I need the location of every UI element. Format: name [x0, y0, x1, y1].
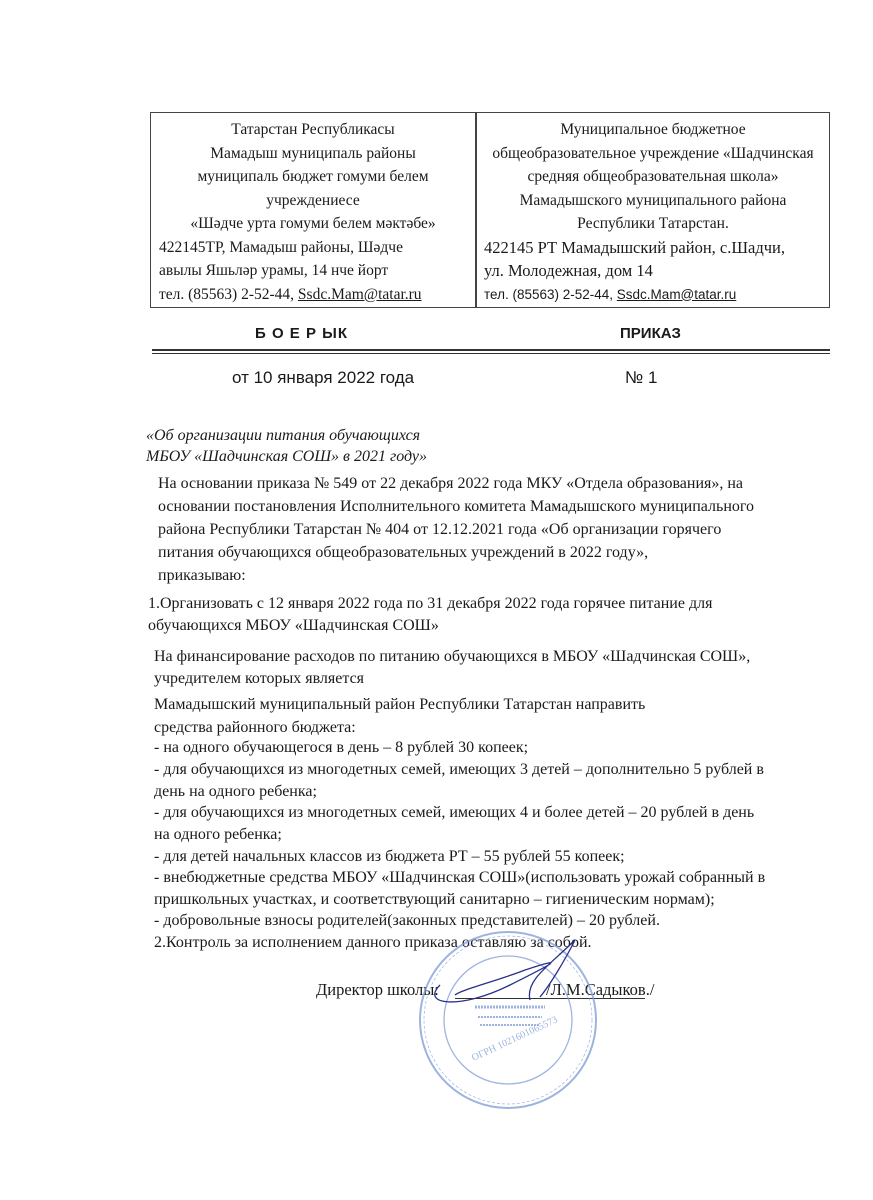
order-title: МБОУ «Шадчинская СОШ» в 2021 году» — [146, 448, 428, 465]
financing-line: - для обучающихся из многодетных семей, имеющих 4 и более детей – 20 рублей в день — [154, 804, 755, 821]
financing-line: - на одного обучающегося в день – 8 рублей 30 копеек; — [154, 739, 529, 756]
stamp-and-signature — [400, 925, 630, 1115]
ru-line: средняя общеобразовательная школа» — [527, 168, 779, 185]
order-number: № 1 — [625, 368, 658, 387]
ru-line: Муниципальное бюджетное — [560, 121, 746, 138]
signature-name: /Л.М.Садыков./ — [546, 980, 655, 999]
financing-line: - для обучающихся из многодетных семей, имеющих 3 детей – дополнительно 5 рублей в — [154, 761, 764, 778]
financing-line: - для детей начальных классов из бюджета РТ – 55 рублей 55 копеек; — [154, 848, 625, 865]
ru-line: Республики Татарстан. — [577, 215, 729, 232]
ru-address: ул. Молодежная, дом 14 — [484, 261, 653, 280]
ru-email-link[interactable]: Ssdc.Mam@tatar.ru — [616, 286, 737, 302]
letterhead-russian — [480, 118, 826, 306]
doc-type-tatar: Б О Е Р ЫК — [255, 325, 348, 342]
tt-address: 422145ТР, Мамадыш районы, Шәдче — [159, 238, 403, 256]
tt-line: Татарстан Республикасы — [231, 121, 395, 138]
financing-line: пришкольных участках, и соответствующий санитарно – гигиеническим нормам); — [154, 891, 715, 908]
tt-line: «Шәдче урта гомуми белем мәктәбе» — [190, 215, 436, 232]
preamble-line: района Республики Татарстан № 404 от 12.12.2021 года «Об организации горячего — [158, 521, 722, 538]
preamble-line: основании постановления Исполнительного комитета Мамадышского муниципального — [158, 498, 755, 515]
preamble-line: На основании приказа № 549 от 22 декабря 2022 года МКУ «Отдела образования», на — [158, 475, 744, 492]
financing-line: 2.Контроль за исполнением данного приказа оставляю за собой. — [154, 934, 592, 951]
preamble-line: приказываю: — [158, 567, 246, 584]
financing-line: - внебюджетные средства МБОУ «Шадчинская СОШ»(использовать урожай собранный в — [154, 869, 766, 886]
order-title: «Об организации питания обучающихся — [146, 427, 421, 444]
tt-line: муниципаль бюджет гомуми белем — [197, 168, 429, 185]
official-stamp — [420, 932, 596, 1108]
ru-line: Мамадышского муниципального района — [519, 191, 787, 209]
item1-line: 1.Организовать с 12 января 2022 года по 31 декабря 2022 года горячее питание для — [148, 595, 713, 612]
letterhead-divider — [475, 112, 477, 308]
header-rule-thin — [152, 353, 830, 354]
order-date: от 10 января 2022 года — [232, 368, 415, 387]
doc-type-russian: ПРИКАЗ — [620, 325, 681, 342]
financing-line: Мамадышский муниципальный район Республики Татарстан направить — [154, 696, 646, 713]
tt-line: учреждениесе — [266, 191, 360, 209]
financing-line: день на одного ребенка; — [154, 783, 317, 800]
tt-address: авылы Яшьләр урамы, 14 нче йорт — [159, 262, 389, 279]
letterhead-tatar — [155, 118, 471, 306]
financing-line: на одного ребенка; — [154, 826, 282, 843]
ru-line: общеобразовательное учреждение «Шадчинская — [492, 144, 814, 162]
financing-line: учредителем которых является — [154, 670, 365, 687]
ru-phone: тел. (85563) 2-52-44, — [484, 286, 617, 302]
financing-line: средства районного бюджета: — [154, 719, 356, 736]
preamble-line: питания обучающихся общеобразовательных учреждений в 2022 году», — [158, 544, 649, 561]
header-rule — [152, 349, 830, 351]
tt-line: Мамадыш муниципаль районы — [210, 144, 416, 162]
financing-line: На финансирование расходов по питанию обучающихся в МБОУ «Шадчинская СОШ», — [154, 648, 751, 665]
svg-text:ОГРН 1021601065573: ОГРН 1021601065573 — [470, 1014, 560, 1064]
financing-line: - добровольные взносы родителей(законных представителей) – 20 рублей. — [154, 912, 660, 929]
tt-phone: тел. (85563) 2-52-44, — [159, 285, 298, 303]
item1-line: обучающихся МБОУ «Шадчинская СОШ» — [148, 617, 439, 634]
signature-role: Директор школы: — [316, 980, 439, 999]
ru-address: 422145 РТ Мамадышский район, с.Шадчи, — [484, 237, 785, 257]
tt-email-link[interactable]: Ssdc.Mam@tatar.ru — [297, 285, 422, 303]
